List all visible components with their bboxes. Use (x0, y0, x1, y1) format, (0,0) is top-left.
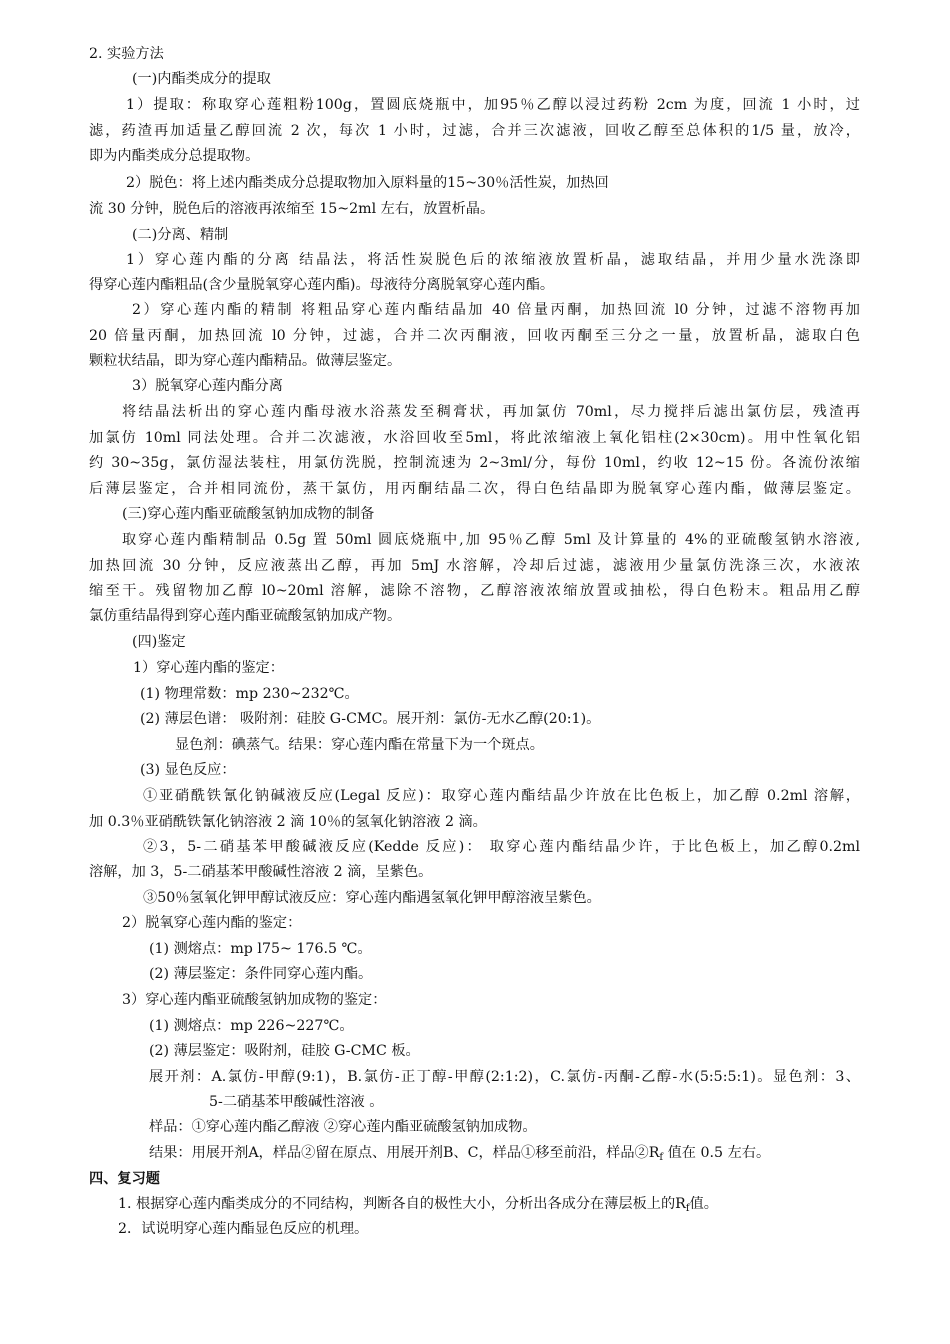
paragraph-line: 1）提取：称取穿心莲粗粉100g，置圆底烧瓶中，加95％乙醇以浸过药粉 2cm 为度，回流 1 小时，过 (126, 97, 860, 113)
paragraph-text: 值在 0.5 左右。 (663, 1145, 771, 1161)
paragraph-line: 得穿心莲内酯粗品(含少量脱氧穿心莲内酯)。母液待分离脱氧穿心莲内酯。 (89, 277, 555, 293)
paragraph-line: 显色剂：碘蒸气。结果：穿心莲内酯在常量下为一个斑点。 (175, 737, 544, 753)
paragraph-line: 约 30~35g，氯仿湿法装柱，用氯仿洗脱，控制流速为 2~3ml/分，每份 10ml，约收 12~15 份。各流份浓缩 (89, 455, 860, 471)
paragraph-line: 加 0.3％亚硝酰铁氰化钠溶液 2 滴 10％的氢氧化钠溶液 2 滴。 (89, 814, 487, 830)
paragraph-line: ①亚硝酰铁氰化钠碱液反应(Legal 反应)：取穿心莲内酯结晶少许放在比色板上，加乙醇 0.2ml 溶解， (143, 788, 860, 804)
paragraph-line: 样品：①穿心莲内酯乙醇液 ②穿心莲内酯亚硫酸氢钠加成物。 (149, 1119, 537, 1135)
subscript: f (685, 1203, 690, 1214)
question-item (118, 1194, 718, 1214)
paragraph-line: 颗粒状结晶，即为穿心莲内酯精品。做薄层鉴定。 (89, 353, 402, 369)
paragraph-line: (1) 测熔点：mp 226~227℃。 (149, 1018, 354, 1034)
paragraph-line: 取穿心莲内酯精制品 0.5g 置 50ml 圆底烧瓶中,加 95％乙醇 5ml 及计算量的 4%的亚硫酸氢钠水溶液, (122, 532, 860, 548)
paragraph-line: (1) 测熔点：mp l75~ 176.5 ℃。 (149, 941, 372, 957)
paragraph-line: ②3，5-二硝基苯甲酸碱液反应(Kedde 反应)： 取穿心莲内酯结晶少许，于比色板上，加乙醇0.2ml (143, 839, 860, 855)
paragraph-line: 2）脱色：将上述内酯类成分总提取物加入原料量的15~30％活性炭，加热回 (126, 175, 609, 191)
paragraph-text: 结果：用展开剂A，样品②留在原点、用展开剂B、C，样品①移至前沿，样品②R (149, 1145, 660, 1161)
subsection-heading: (二)分离、精制 (132, 227, 229, 243)
paragraph-line: (2) 薄层鉴定：吸附剂，硅胶 G-CMC 板。 (149, 1043, 420, 1059)
paragraph-line: 加热回流 30 分钟，反应液蒸出乙醇，再加 5mJ 水溶解，冷却后过滤，滤液用少量氯仿洗涤三次，水液浓 (89, 558, 860, 574)
paragraph-line: 即为内酯类成分总提取物。 (89, 148, 260, 164)
paragraph-line: 氯仿重结晶得到穿心莲内酯亚硫酸氢钠加成产物。 (89, 608, 402, 624)
paragraph-line: ③50％氢氧化钾甲醇试液反应：穿心莲内酯遇氢氧化钾甲醇溶液呈紫色。 (143, 890, 601, 906)
paragraph-line: (2) 薄层色谱： 吸附剂：硅胶 G-CMC。展开剂：氯仿-无水乙醇(20:1)。 (140, 711, 601, 727)
subsection-heading: (一)内酯类成分的提取 (132, 71, 271, 87)
paragraph-line: 20 倍量丙酮，加热回流 l0 分钟，过滤，合并二次丙酮液，回收丙酮至三分之一量，放置析晶，滤取白色 (89, 328, 860, 344)
paragraph-text: 1. 根据穿心莲内酯类成分的不同结构，判断各自的极性大小，分析出各成分在薄层板上的R (118, 1196, 686, 1212)
subscript: f (659, 1152, 664, 1163)
paragraph-line: 3）穿心莲内酯亚硫酸氢钠加成物的鉴定： (122, 992, 387, 1008)
paragraph-text: 值。 (689, 1196, 718, 1212)
paragraph-line: 2）穿心莲内酯的精制 将粗品穿心莲内酯结晶加 40 倍量丙酮，加热回流 l0 分钟，过滤不溶物再加 (132, 302, 860, 318)
paragraph-line: 滤，药渣再加适量乙醇回流 2 次，每次 1 小时，过滤，合并三次滤液，回收乙醇至总体积的1/5 量，放冷， (89, 123, 860, 139)
paragraph-line: (1) 物理常数：mp 230~232℃。 (140, 686, 359, 702)
question-item: 2．试说明穿心莲内酯显色反应的机理。 (118, 1221, 369, 1237)
paragraph-line: 缩至干。残留物加乙醇 l0~20ml 溶解，滤除不溶物，乙醇溶液浓缩放置或抽松，得白色粉末。粗品用乙醇 (89, 583, 860, 599)
subsection-heading: (三)穿心莲内酯亚硫酸氢钠加成物的制备 (122, 506, 375, 522)
paragraph-line: 展开剂：A.氯仿-甲醇(9:1)，B.氯仿-正丁醇-甲醇(2:1:2)，C.氯仿-丙酮-乙醇-水(5:5:5:1)。显色剂：3、 (149, 1069, 860, 1085)
paragraph-line: (2) 薄层鉴定：条件同穿心莲内酯。 (149, 966, 373, 982)
paragraph-line (149, 1143, 770, 1163)
paragraph-line: 流 30 分钟，脱色后的溶液再浓缩至 15~2ml 左右，放置析晶。 (89, 201, 495, 217)
section-heading: 四、复习题 (89, 1171, 160, 1187)
paragraph-line: 溶解，加 3，5-二硝基苯甲酸碱性溶液 2 滴，呈紫色。 (89, 864, 433, 880)
section-heading: 2. 实验方法 (89, 46, 164, 62)
paragraph-line: (3) 显色反应： (140, 762, 236, 778)
paragraph-line: 5-二硝基苯甲酸碱性溶液 。 (209, 1094, 384, 1110)
paragraph-line: 1）穿心莲内酯的鉴定： (133, 660, 284, 676)
paragraph-line: 1）穿心莲内酯的分离 结晶法，将活性炭脱色后的浓缩液放置析晶，滤取结晶，并用少量水洗涤即 (126, 252, 860, 268)
paragraph-line: 后薄层鉴定，合并相同流份，蒸干氯仿，用丙酮结晶二次，得白色结晶即为脱氧穿心莲内酯，做薄层鉴定。 (89, 481, 860, 497)
paragraph-line: 将结晶法析出的穿心莲内酯母液水浴蒸发至稠膏状，再加氯仿 70ml，尽力搅拌后滤出氯仿层，残渣再 (122, 404, 860, 420)
paragraph-line: 加氯仿 10ml 同法处理。合并二次滤液，水浴回收至5ml，将此浓缩液上氧化铝柱(2×30cm)。用中性氧化铝 (89, 430, 860, 446)
subsection-heading: 3）脱氧穿心莲内酯分离 (132, 378, 283, 394)
subsection-heading: (四)鉴定 (132, 634, 186, 650)
paragraph-line: 2）脱氧穿心莲内酯的鉴定： (122, 915, 302, 931)
